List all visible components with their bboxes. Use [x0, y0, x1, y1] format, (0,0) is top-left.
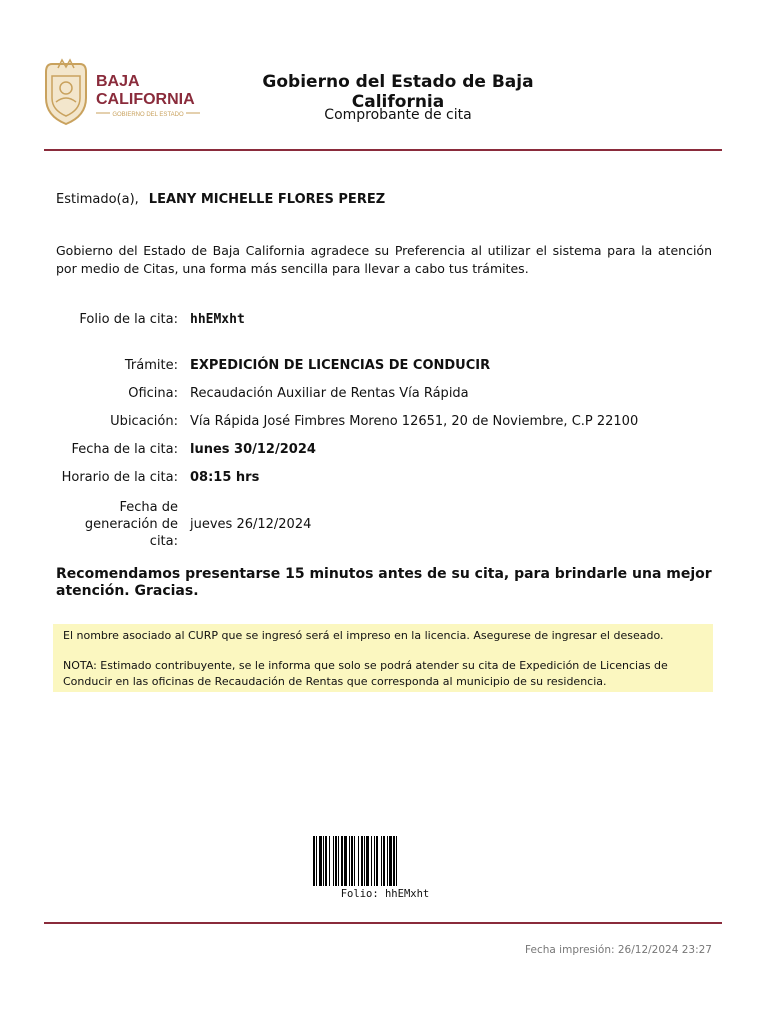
greeting-prefix: Estimado(a), [56, 192, 139, 207]
print-date: Fecha impresión: 26/12/2024 23:27 [525, 944, 712, 956]
logo-line2: CALIFORNIA [96, 91, 195, 108]
horario-label: Horario de la cita: [61, 470, 178, 485]
field-fecha [56, 442, 716, 457]
barcode-icon [313, 836, 457, 886]
intro-paragraph: Gobierno del Estado de Baja California agradece su Preferencia al utilizar el sistema para la atención por medio de Citas, una forma más sencilla para llevar a cabo tus trámites. [56, 243, 712, 276]
recipient-name: LEANY MICHELLE FLORES PEREZ [148, 192, 386, 207]
barcode [313, 836, 457, 886]
fecha-label: Fecha de la cita: [71, 442, 178, 457]
ubicacion-value: Vía Rápida José Fimbres Moreno 12651, 20 de Noviembre, C.P 22100 [190, 414, 639, 429]
field-tramite [56, 358, 716, 373]
oficina-label: Oficina: [128, 386, 178, 401]
generacion-label-line1: Fecha de [119, 500, 178, 515]
baja-california-logo [42, 58, 204, 128]
logo-line1: BAJA [96, 73, 140, 90]
bottom-divider [44, 922, 722, 924]
horario-value: 08:15 hrs [190, 470, 260, 485]
ubicacion-label: Ubicación: [110, 414, 178, 429]
folio-value: hhEMxht [190, 312, 245, 327]
tramite-value: EXPEDICIÓN DE LICENCIAS DE CONDUCIR [190, 358, 491, 373]
field-ubicacion [56, 414, 716, 429]
barcode-label: Folio: hhEMxht [340, 888, 430, 900]
state-seal-icon [46, 60, 86, 124]
generacion-label-line2: generación de cita: [84, 517, 178, 549]
notice-box [53, 624, 713, 692]
recommendation-text: Recomendamos presentarse 15 minutos antes de su cita, para brindarle una mejor atención. Gracias. [56, 566, 712, 599]
top-divider [44, 149, 722, 151]
logo-tagline: GOBIERNO DEL ESTADO [112, 112, 184, 118]
generacion-value: jueves 26/12/2024 [190, 517, 312, 532]
oficina-value: Recaudación Auxiliar de Rentas Vía Rápida [190, 386, 469, 401]
field-folio [56, 312, 716, 327]
folio-label: Folio de la cita: [79, 312, 178, 327]
curp-note: El nombre asociado al CURP que se ingresó será el impreso en la licencia. Asegurese de ingresar el deseado. [63, 629, 664, 642]
generacion-label [56, 499, 178, 550]
field-horario [56, 470, 716, 485]
residence-note: NOTA: Estimado contribuyente, se le informa que solo se podrá atender su cita de Expedición de Licencias de Conducir en las oficinas de Recaudación de Rentas que corresponda al municipio de su residencia. [63, 659, 668, 688]
page-title: Gobierno del Estado de Baja California [262, 72, 534, 112]
greeting [56, 192, 385, 207]
tramite-label: Trámite: [124, 358, 178, 373]
field-generacion [56, 499, 716, 550]
page-subtitle: Comprobante de cita [324, 107, 472, 123]
fecha-value: lunes 30/12/2024 [190, 442, 316, 457]
field-oficina [56, 386, 716, 401]
